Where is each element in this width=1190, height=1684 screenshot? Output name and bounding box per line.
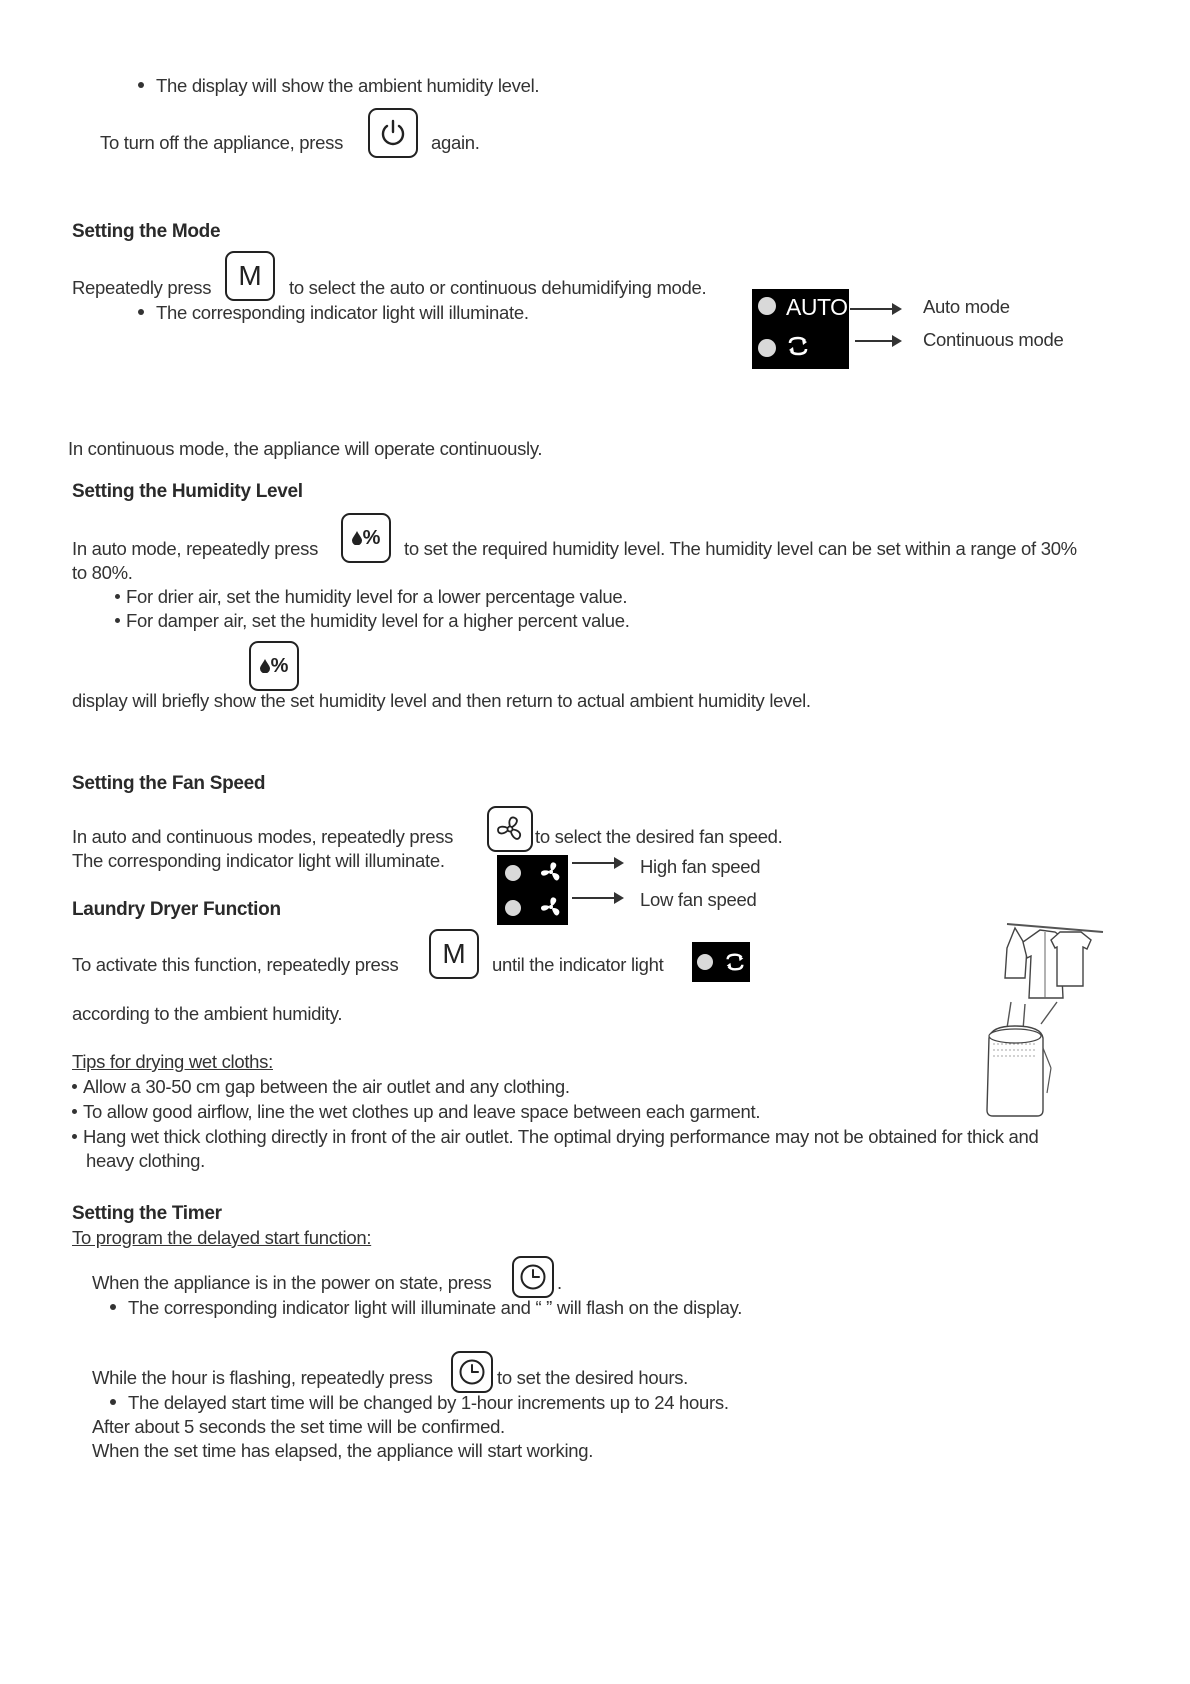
humidity-button-label: % [362,527,381,549]
auto-indicator-text: AUTO [786,294,848,320]
fan-high-icon [539,860,563,884]
continuous-mode-label: Continuous mode [923,329,1064,350]
timer-line3: After about 5 seconds the set time will be confirmed. [92,1416,505,1437]
drying-tip-1: Allow a 30-50 cm gap between the air outlet and any clothing. [72,1075,570,1099]
fan-icon [495,814,525,844]
timer-subheading: To program the delayed start function: [72,1227,372,1248]
mode-button-label: M [238,260,262,291]
high-fan-label: High fan speed [640,856,761,877]
humidity-bullet2: For damper air, set the humidity level for a higher percent value. [115,609,630,633]
mode-button-label: M [442,938,466,969]
auto-indicator-light [758,297,776,315]
humidity-button-repeat[interactable] [249,641,299,691]
high-fan-arrow [572,862,622,864]
low-fan-arrow [572,897,622,899]
water-drop-icon [352,531,362,545]
timer-line2-suffix: to set the desired hours. [497,1367,688,1388]
timer-button-repeat[interactable] [451,1351,493,1393]
laundry-indicator-light [697,954,713,970]
mode-bullet: The corresponding indicator light will illuminate. [138,301,529,325]
continuous-cycle-icon [786,333,810,359]
bullet-dot [110,1304,116,1310]
timer-line1-suffix: . [557,1272,562,1293]
drying-tip-2: To allow good airflow, line the wet clothes up and leave space between each garment. [72,1100,760,1124]
turn-off-suffix: again. [431,132,480,153]
clock-icon [458,1358,486,1386]
laundry-activate-suffix: until the indicator light [492,954,664,975]
bullet-dot [72,1109,77,1114]
fan-button[interactable] [487,806,533,852]
continuous-indicator-light [758,339,776,357]
turn-off-prefix: To turn off the appliance, press [100,132,344,153]
humidity-button-label: % [270,655,289,677]
timer-bullet1: The corresponding indicator light will illuminate and “ ” will flash on the display. [110,1296,742,1320]
continuous-mode-note: In continuous mode, the appliance will operate continuously. [68,438,543,459]
drying-tip-3: Hang wet thick clothing directly in front of the air outlet. The optimal drying performance may not be obtained for thick and [72,1125,1039,1149]
humidity-line1-suffix: to set the required humidity level. The humidity level can be set within a range of 30% [404,538,1077,559]
bullet-dot [110,1399,116,1405]
auto-mode-label: Auto mode [923,296,1010,317]
bullet-dot [115,618,120,623]
humidity-line1-prefix: In auto mode, repeatedly press [72,538,319,559]
low-fan-indicator-light [505,900,521,916]
low-fan-label: Low fan speed [640,889,757,910]
bullet-display-humidity: The display will show the ambient humidity level. [138,74,539,98]
bullet-dot [72,1134,77,1139]
fan-low-icon [539,895,563,919]
power-button[interactable] [368,108,418,158]
timer-line2-prefix: While the hour is flashing, repeatedly press [92,1367,433,1388]
fan-line1-suffix: to select the desired fan speed. [535,826,783,847]
bullet-dot [115,594,120,599]
fan-indicator-panel [497,855,568,925]
timer-bullet2: The delayed start time will be changed by 1-hour increments up to 24 hours. [110,1391,729,1415]
timer-line4: When the set time has elapsed, the appliance will start working. [92,1440,594,1461]
power-icon [378,118,408,148]
laundry-indicator-panel [692,942,750,982]
laundry-ambient-note: according to the ambient humidity. [72,1003,343,1024]
fan-line2: The corresponding indicator light will illuminate. [72,850,445,871]
continuous-cycle-icon [724,950,746,974]
clock-icon [519,1263,547,1291]
drying-tips-heading: Tips for drying wet cloths: [72,1051,273,1072]
mode-line1-prefix: Repeatedly press [72,277,212,298]
laundry-dryer-illustration [985,918,1105,1118]
mode-indicator-panel [752,289,849,369]
timer-button[interactable] [512,1256,554,1298]
mode-heading: Setting the Mode [72,221,221,242]
auto-mode-arrow [850,308,900,310]
humidity-heading: Setting the Humidity Level [72,481,303,502]
fan-heading: Setting the Fan Speed [72,773,266,794]
timer-line1-prefix: When the appliance is in the power on state, press [92,1272,492,1293]
humidity-bullet1: For drier air, set the humidity level for a lower percentage value. [115,585,627,609]
humidity-button[interactable] [341,513,391,563]
bullet-dot [138,82,144,88]
humidity-line2: to 80%. [72,562,133,583]
laundry-heading: Laundry Dryer Function [72,899,281,920]
timer-heading: Setting the Timer [72,1203,222,1224]
water-drop-icon [260,659,270,673]
laundry-activate-prefix: To activate this function, repeatedly press [72,954,399,975]
bullet-dot [72,1084,77,1089]
fan-line1-prefix: In auto and continuous modes, repeatedly press [72,826,454,847]
humidity-display-note: display will briefly show the set humidity level and then return to actual ambient humidity level. [72,690,811,711]
continuous-mode-arrow [855,340,900,342]
bullet-dot [138,309,144,315]
high-fan-indicator-light [505,865,521,881]
drying-tip-3-continued: heavy clothing. [86,1150,205,1171]
laundry-mode-button[interactable] [429,929,479,979]
mode-button[interactable] [225,251,275,301]
mode-line1-suffix: to select the auto or continuous dehumidifying mode. [289,277,707,298]
